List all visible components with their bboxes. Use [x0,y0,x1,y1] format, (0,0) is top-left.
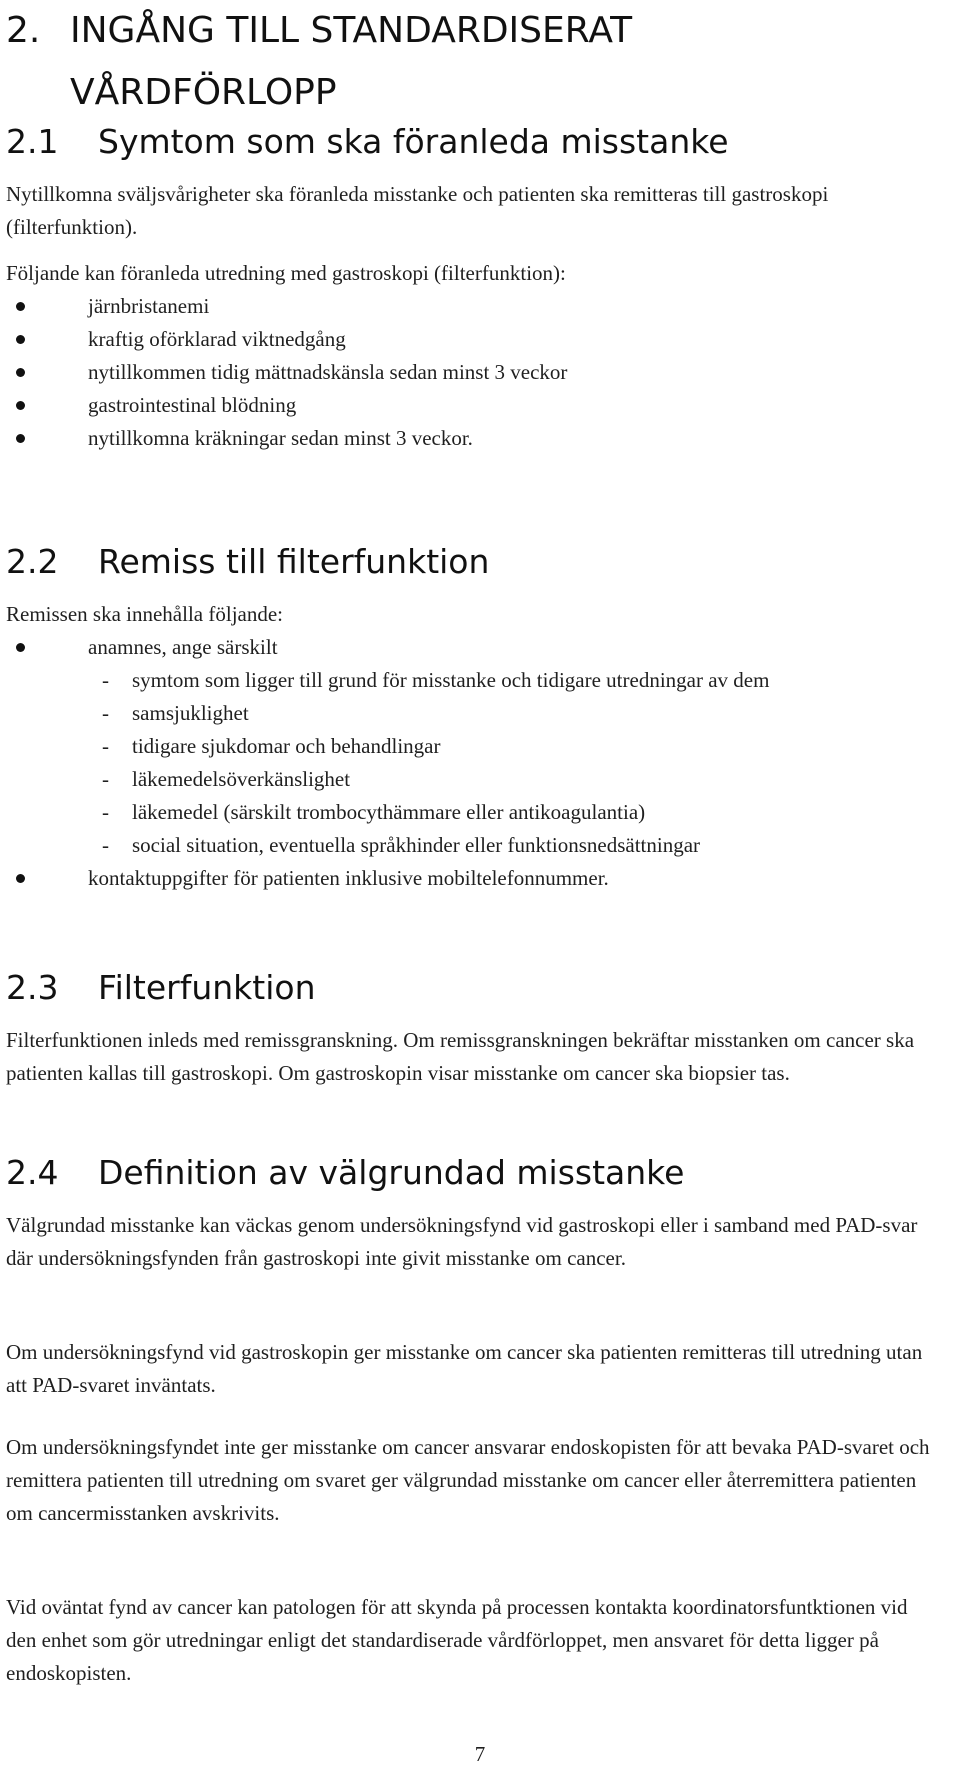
section-2-3-text: Filterfunktionen inleds med remissgranskning. Om remissgranskningen bekräftar misstanken om cancer ska patienten kallas till gastroskopi. Om gastroskopin visar misstanke om cancer ska biopsier tas. [6,1028,915,1085]
sublist-item: - läkemedelsöverkänslighet [102,767,351,791]
bullet-icon [16,335,25,344]
section-heading-2-4 [6,1153,936,1192]
list-item: anamnes, ange särskilt - symtom som ligger till grund för misstanke och tidigare utredningar av dem - samsjuklighet - tidigare sjukdomar och behandlingar - läkemedelsöverkänslighet - läkemedel (särskilt trombocythämmare eller antikoagulantia) - social situation, eventuella språkhinder eller funktionsnedsättningar [6,631,936,862]
list-item: nytillkommen tidig mättnadskänsla sedan minst 3 veckor [6,356,936,389]
section-2-4-paragraph: Om undersökningsfynd vid gastroskopin ger misstanke om cancer ska patienten remitteras till utredning utan att PAD-svaret inväntats. [6,1340,923,1397]
page-number: 7 [474,1742,486,1766]
list-item: kontaktuppgifter för patienten inklusive mobiltelefonnummer. [6,862,936,895]
section-2-2-lead: Remissen ska innehålla följande: [6,602,284,626]
bullet-icon [16,874,25,883]
section-number: 2.3 [6,968,59,1007]
section-number: 2.1 [6,122,59,161]
section-number: 2.2 [6,542,59,581]
section-heading-2-2 [6,542,936,581]
sublist-item: - symtom som ligger till grund för misstanke och tidigare utredningar av dem [102,668,770,692]
bullet-icon [16,302,25,311]
section-2-4-paragraph: Vid oväntat fynd av cancer kan patologen för att skynda på processen kontakta koordinatorsfuntktionen vid den enhet som gör utredningar enligt det standardiserade vårdförloppet, men ansvaret för detta ligger på endoskopisten. [6,1595,908,1685]
referral-list [6,631,936,895]
section-2-1-lead: Följande kan föranleda utredning med gastroskopi (filterfunktion): [6,261,566,285]
sublist-item: - läkemedel (särskilt trombocythämmare eller antikoagulantia) [102,800,646,824]
section-title: Symtom som ska föranleda misstanke [98,122,729,161]
section-2-4-paragraph: Om undersökningsfyndet inte ger misstanke om cancer ansvarar endoskopisten för att bevaka PAD-svaret och remittera patienten till utredning om svaret ger välgrundad misstanke om cancer eller återremittera patienten om cancermisstanken avskrivits. [6,1435,930,1525]
sublist-item: - tidigare sjukdomar och behandlingar [102,734,441,758]
bullet-icon [16,401,25,410]
chapter-number: 2. [6,10,41,51]
bullet-icon [16,643,25,652]
list-item: kraftig oförklarad viktnedgång [6,323,936,356]
section-2-4-paragraph: Välgrundad misstanke kan väckas genom undersökningsfynd vid gastroskopi eller i samband med PAD-svar där undersökningsfynden från gastroskopi inte givit misstanke om cancer. [6,1213,918,1270]
list-item: gastrointestinal blödning [6,389,936,422]
chapter-title-line2: VÅRDFÖRLOPP [70,72,337,113]
bullet-icon [16,434,25,443]
sublist-item: - samsjuklighet [102,701,249,725]
list-item: nytillkomna kräkningar sedan minst 3 veckor. [6,422,936,455]
section-title: Remiss till filterfunktion [98,542,490,581]
anamnes-sublist [88,664,936,862]
sublist-item: - social situation, eventuella språkhinder eller funktionsnedsättningar [102,833,701,857]
section-title: Definition av välgrundad misstanke [98,1153,685,1192]
list-item: järnbristanemi [6,290,936,323]
section-2-1-intro: Nytillkomna sväljsvårigheter ska föranleda misstanke och patienten ska remitteras till gastroskopi (filterfunktion). [6,182,829,239]
symptom-list [6,290,936,455]
section-heading-2-1 [6,122,936,161]
section-number: 2.4 [6,1153,59,1192]
bullet-icon [16,368,25,377]
chapter-heading [6,0,906,124]
section-heading-2-3 [6,968,936,1007]
section-title: Filterfunktion [98,968,316,1007]
chapter-title-line1: INGÅNG TILL STANDARDISERAT [70,10,633,51]
